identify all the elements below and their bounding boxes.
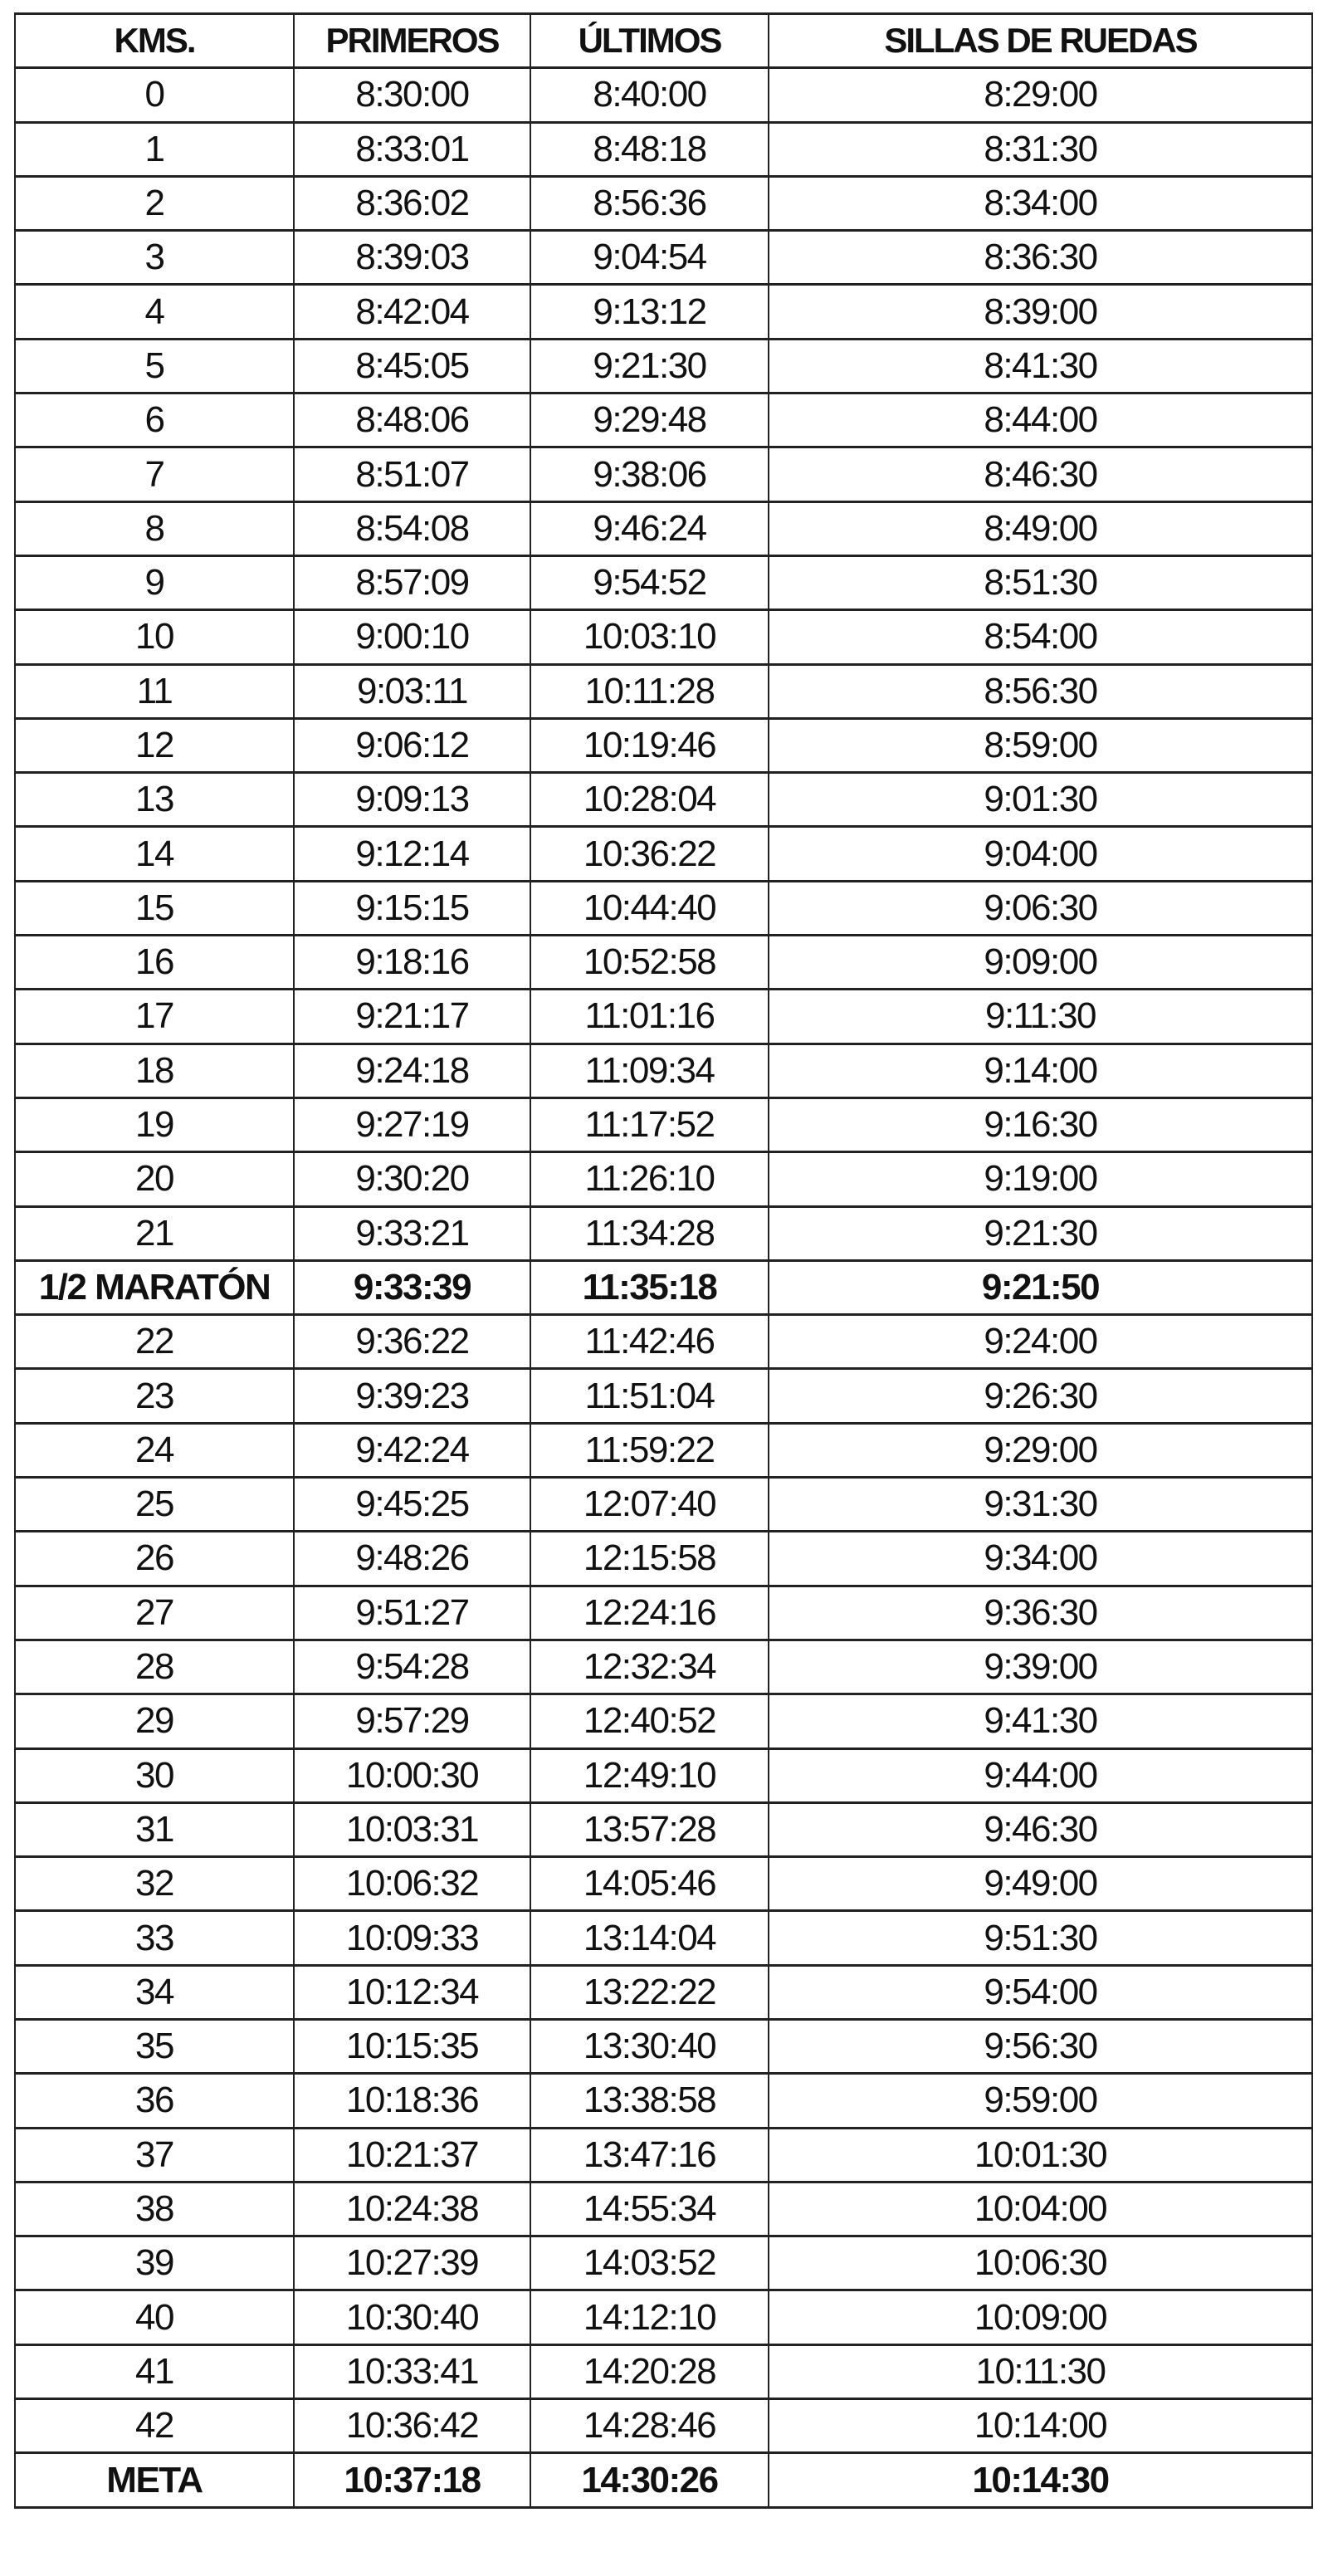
primeros-cell: 10:24:38: [294, 2182, 530, 2236]
header-primeros: PRIMEROS: [294, 14, 530, 68]
ultimos-cell: 8:48:18: [530, 122, 769, 176]
ultimos-cell: 10:11:28: [530, 664, 769, 718]
primeros-cell: 10:37:18: [294, 2453, 530, 2507]
ultimos-cell: 14:30:26: [530, 2453, 769, 2507]
km-cell: 3: [15, 231, 294, 285]
primeros-cell: 10:03:31: [294, 1802, 530, 1856]
sillas-cell: 8:59:00: [769, 718, 1312, 772]
sillas-cell: 10:14:30: [769, 2453, 1312, 2507]
km-cell: 12: [15, 718, 294, 772]
ultimos-cell: 13:47:16: [530, 2128, 769, 2182]
primeros-cell: 10:36:42: [294, 2399, 530, 2453]
primeros-cell: 10:21:37: [294, 2128, 530, 2182]
table-row: [15, 1423, 1312, 1477]
primeros-cell: 9:33:39: [294, 1260, 530, 1314]
sillas-cell: 10:14:00: [769, 2399, 1312, 2453]
km-cell: 27: [15, 1586, 294, 1640]
sillas-cell: 9:21:30: [769, 1206, 1312, 1260]
table-row: [15, 2182, 1312, 2236]
table-row: [15, 1857, 1312, 1911]
primeros-cell: 9:03:11: [294, 664, 530, 718]
sillas-cell: 9:34:00: [769, 1532, 1312, 1586]
sillas-cell: 9:14:00: [769, 1044, 1312, 1097]
km-cell: 17: [15, 990, 294, 1044]
primeros-cell: 8:33:01: [294, 122, 530, 176]
primeros-cell: 10:27:39: [294, 2236, 530, 2290]
sillas-cell: 10:09:00: [769, 2290, 1312, 2344]
primeros-cell: 9:12:14: [294, 827, 530, 881]
table-row: [15, 1532, 1312, 1586]
km-cell: 35: [15, 2019, 294, 2073]
km-cell: 32: [15, 1857, 294, 1911]
km-cell: 15: [15, 881, 294, 935]
ultimos-cell: 12:32:34: [530, 1640, 769, 1694]
primeros-cell: 10:18:36: [294, 2074, 530, 2128]
table-row: [15, 2290, 1312, 2344]
km-cell: 18: [15, 1044, 294, 1097]
ultimos-cell: 11:09:34: [530, 1044, 769, 1097]
km-cell: 37: [15, 2128, 294, 2182]
table-row: [15, 664, 1312, 718]
header-kms: KMS.: [15, 14, 294, 68]
ultimos-cell: 9:54:52: [530, 555, 769, 609]
table-row: [15, 231, 1312, 285]
sillas-cell: 8:39:00: [769, 285, 1312, 339]
km-cell: 23: [15, 1369, 294, 1423]
ultimos-cell: 10:44:40: [530, 881, 769, 935]
ultimos-cell: 8:56:36: [530, 176, 769, 230]
sillas-cell: 10:04:00: [769, 2182, 1312, 2236]
primeros-cell: 10:30:40: [294, 2290, 530, 2344]
sillas-cell: 9:04:00: [769, 827, 1312, 881]
table-row: [15, 2453, 1312, 2507]
sillas-cell: 9:44:00: [769, 1748, 1312, 1802]
primeros-cell: 9:57:29: [294, 1694, 530, 1748]
ultimos-cell: 10:03:10: [530, 610, 769, 664]
km-cell: 14: [15, 827, 294, 881]
table-row: [15, 1097, 1312, 1151]
km-cell: 11: [15, 664, 294, 718]
km-cell: META: [15, 2453, 294, 2507]
primeros-cell: 9:15:15: [294, 881, 530, 935]
primeros-cell: 8:57:09: [294, 555, 530, 609]
km-cell: 41: [15, 2344, 294, 2398]
km-cell: 28: [15, 1640, 294, 1694]
km-cell: 29: [15, 1694, 294, 1748]
sillas-cell: 9:26:30: [769, 1369, 1312, 1423]
km-cell: 30: [15, 1748, 294, 1802]
km-cell: 22: [15, 1315, 294, 1369]
primeros-cell: 9:39:23: [294, 1369, 530, 1423]
sillas-cell: 8:49:00: [769, 501, 1312, 555]
primeros-cell: 10:00:30: [294, 1748, 530, 1802]
ultimos-cell: 11:34:28: [530, 1206, 769, 1260]
primeros-cell: 9:33:21: [294, 1206, 530, 1260]
ultimos-cell: 9:21:30: [530, 339, 769, 393]
primeros-cell: 8:51:07: [294, 447, 530, 501]
sillas-cell: 9:06:30: [769, 881, 1312, 935]
table-row: [15, 1369, 1312, 1423]
sillas-cell: 9:24:00: [769, 1315, 1312, 1369]
table-row: [15, 339, 1312, 393]
sillas-cell: 9:31:30: [769, 1478, 1312, 1532]
km-cell: 8: [15, 501, 294, 555]
km-cell: 20: [15, 1152, 294, 1206]
table-row: [15, 718, 1312, 772]
table-row: [15, 773, 1312, 827]
ultimos-cell: 8:40:00: [530, 68, 769, 122]
primeros-cell: 10:12:34: [294, 1965, 530, 2019]
primeros-cell: 8:48:06: [294, 393, 530, 447]
table-row: [15, 447, 1312, 501]
km-cell: 10: [15, 610, 294, 664]
header-row: [15, 14, 1312, 68]
ultimos-cell: 11:59:22: [530, 1423, 769, 1477]
ultimos-cell: 13:30:40: [530, 2019, 769, 2073]
km-cell: 33: [15, 1911, 294, 1965]
ultimos-cell: 11:01:16: [530, 990, 769, 1044]
primeros-cell: 10:06:32: [294, 1857, 530, 1911]
ultimos-cell: 14:12:10: [530, 2290, 769, 2344]
ultimos-cell: 13:22:22: [530, 1965, 769, 2019]
sillas-cell: 9:29:00: [769, 1423, 1312, 1477]
sillas-cell: 8:34:00: [769, 176, 1312, 230]
primeros-cell: 8:42:04: [294, 285, 530, 339]
sillas-cell: 10:01:30: [769, 2128, 1312, 2182]
sillas-cell: 9:54:00: [769, 1965, 1312, 2019]
km-cell: 1/2 MARATÓN: [15, 1260, 294, 1314]
table-row: [15, 1478, 1312, 1532]
sillas-cell: 9:36:30: [769, 1586, 1312, 1640]
table-row: [15, 2074, 1312, 2128]
km-cell: 5: [15, 339, 294, 393]
km-cell: 1: [15, 122, 294, 176]
sillas-cell: 9:11:30: [769, 990, 1312, 1044]
sillas-cell: 9:51:30: [769, 1911, 1312, 1965]
primeros-cell: 9:42:24: [294, 1423, 530, 1477]
ultimos-cell: 12:24:16: [530, 1586, 769, 1640]
header-sillas-de-ruedas: SILLAS DE RUEDAS: [769, 14, 1312, 68]
primeros-cell: 10:15:35: [294, 2019, 530, 2073]
primeros-cell: 9:09:13: [294, 773, 530, 827]
table-row: [15, 285, 1312, 339]
primeros-cell: 9:30:20: [294, 1152, 530, 1206]
table-row: [15, 2236, 1312, 2290]
table-row: [15, 1044, 1312, 1097]
primeros-cell: 9:18:16: [294, 936, 530, 990]
sillas-cell: 8:29:00: [769, 68, 1312, 122]
km-cell: 39: [15, 2236, 294, 2290]
km-cell: 6: [15, 393, 294, 447]
km-cell: 38: [15, 2182, 294, 2236]
sillas-cell: 8:56:30: [769, 664, 1312, 718]
table-row: [15, 827, 1312, 881]
km-cell: 40: [15, 2290, 294, 2344]
km-cell: 42: [15, 2399, 294, 2453]
ultimos-cell: 14:20:28: [530, 2344, 769, 2398]
primeros-cell: 8:54:08: [294, 501, 530, 555]
primeros-cell: 9:27:19: [294, 1097, 530, 1151]
sillas-cell: 9:49:00: [769, 1857, 1312, 1911]
primeros-cell: 9:54:28: [294, 1640, 530, 1694]
sillas-cell: 9:59:00: [769, 2074, 1312, 2128]
primeros-cell: 9:51:27: [294, 1586, 530, 1640]
table-row: [15, 1586, 1312, 1640]
table-row: [15, 176, 1312, 230]
km-cell: 24: [15, 1423, 294, 1477]
header-ultimos: ÚLTIMOS: [530, 14, 769, 68]
table-row: [15, 1802, 1312, 1856]
ultimos-cell: 9:13:12: [530, 285, 769, 339]
primeros-cell: 9:48:26: [294, 1532, 530, 1586]
ultimos-cell: 13:57:28: [530, 1802, 769, 1856]
km-cell: 9: [15, 555, 294, 609]
primeros-cell: 8:36:02: [294, 176, 530, 230]
table-row: [15, 1640, 1312, 1694]
primeros-cell: 9:06:12: [294, 718, 530, 772]
table-row: [15, 1694, 1312, 1748]
ultimos-cell: 12:15:58: [530, 1532, 769, 1586]
primeros-cell: 9:21:17: [294, 990, 530, 1044]
ultimos-cell: 9:38:06: [530, 447, 769, 501]
marathon-timing-table: [14, 12, 1313, 2509]
table-row: [15, 555, 1312, 609]
table-row: [15, 393, 1312, 447]
table-row: [15, 1911, 1312, 1965]
sillas-cell: 9:56:30: [769, 2019, 1312, 2073]
table-row: [15, 1206, 1312, 1260]
ultimos-cell: 14:28:46: [530, 2399, 769, 2453]
ultimos-cell: 11:17:52: [530, 1097, 769, 1151]
primeros-cell: 8:39:03: [294, 231, 530, 285]
primeros-cell: 9:00:10: [294, 610, 530, 664]
sillas-cell: 9:39:00: [769, 1640, 1312, 1694]
sillas-cell: 9:19:00: [769, 1152, 1312, 1206]
ultimos-cell: 13:14:04: [530, 1911, 769, 1965]
km-cell: 4: [15, 285, 294, 339]
ultimos-cell: 11:26:10: [530, 1152, 769, 1206]
primeros-cell: 9:45:25: [294, 1478, 530, 1532]
sillas-cell: 9:09:00: [769, 936, 1312, 990]
sillas-cell: 9:01:30: [769, 773, 1312, 827]
sillas-cell: 8:44:00: [769, 393, 1312, 447]
km-cell: 34: [15, 1965, 294, 2019]
km-cell: 0: [15, 68, 294, 122]
ultimos-cell: 9:29:48: [530, 393, 769, 447]
ultimos-cell: 11:35:18: [530, 1260, 769, 1314]
ultimos-cell: 10:28:04: [530, 773, 769, 827]
ultimos-cell: 12:40:52: [530, 1694, 769, 1748]
ultimos-cell: 9:04:54: [530, 231, 769, 285]
primeros-cell: 8:45:05: [294, 339, 530, 393]
primeros-cell: 9:36:22: [294, 1315, 530, 1369]
ultimos-cell: 10:36:22: [530, 827, 769, 881]
sillas-cell: 9:16:30: [769, 1097, 1312, 1151]
table-row: [15, 1152, 1312, 1206]
table-row: [15, 1965, 1312, 2019]
table-row: [15, 2399, 1312, 2453]
sillas-cell: 8:51:30: [769, 555, 1312, 609]
ultimos-cell: 11:51:04: [530, 1369, 769, 1423]
ultimos-cell: 14:03:52: [530, 2236, 769, 2290]
primeros-cell: 10:09:33: [294, 1911, 530, 1965]
sillas-cell: 8:31:30: [769, 122, 1312, 176]
ultimos-cell: 9:46:24: [530, 501, 769, 555]
ultimos-cell: 13:38:58: [530, 2074, 769, 2128]
ultimos-cell: 12:49:10: [530, 1748, 769, 1802]
table-row: [15, 2344, 1312, 2398]
km-cell: 26: [15, 1532, 294, 1586]
ultimos-cell: 12:07:40: [530, 1478, 769, 1532]
km-cell: 25: [15, 1478, 294, 1532]
table-row: [15, 881, 1312, 935]
sillas-cell: 10:06:30: [769, 2236, 1312, 2290]
sillas-cell: 10:11:30: [769, 2344, 1312, 2398]
km-cell: 13: [15, 773, 294, 827]
table-row: [15, 1748, 1312, 1802]
table-row: [15, 610, 1312, 664]
sillas-cell: 8:36:30: [769, 231, 1312, 285]
sillas-cell: 8:41:30: [769, 339, 1312, 393]
ultimos-cell: 10:19:46: [530, 718, 769, 772]
km-cell: 36: [15, 2074, 294, 2128]
km-cell: 16: [15, 936, 294, 990]
ultimos-cell: 14:55:34: [530, 2182, 769, 2236]
table-row: [15, 990, 1312, 1044]
table-row: [15, 2128, 1312, 2182]
table-row: [15, 122, 1312, 176]
primeros-cell: 9:24:18: [294, 1044, 530, 1097]
km-cell: 19: [15, 1097, 294, 1151]
km-cell: 7: [15, 447, 294, 501]
primeros-cell: 8:30:00: [294, 68, 530, 122]
ultimos-cell: 14:05:46: [530, 1857, 769, 1911]
table-row: [15, 68, 1312, 122]
sillas-cell: 8:54:00: [769, 610, 1312, 664]
sillas-cell: 9:21:50: [769, 1260, 1312, 1314]
km-cell: 2: [15, 176, 294, 230]
table-row: [15, 1260, 1312, 1314]
ultimos-cell: 10:52:58: [530, 936, 769, 990]
sillas-cell: 9:46:30: [769, 1802, 1312, 1856]
ultimos-cell: 11:42:46: [530, 1315, 769, 1369]
sillas-cell: 8:46:30: [769, 447, 1312, 501]
primeros-cell: 10:33:41: [294, 2344, 530, 2398]
table-row: [15, 501, 1312, 555]
sillas-cell: 9:41:30: [769, 1694, 1312, 1748]
table-row: [15, 1315, 1312, 1369]
table-row: [15, 2019, 1312, 2073]
km-cell: 21: [15, 1206, 294, 1260]
table-row: [15, 936, 1312, 990]
km-cell: 31: [15, 1802, 294, 1856]
